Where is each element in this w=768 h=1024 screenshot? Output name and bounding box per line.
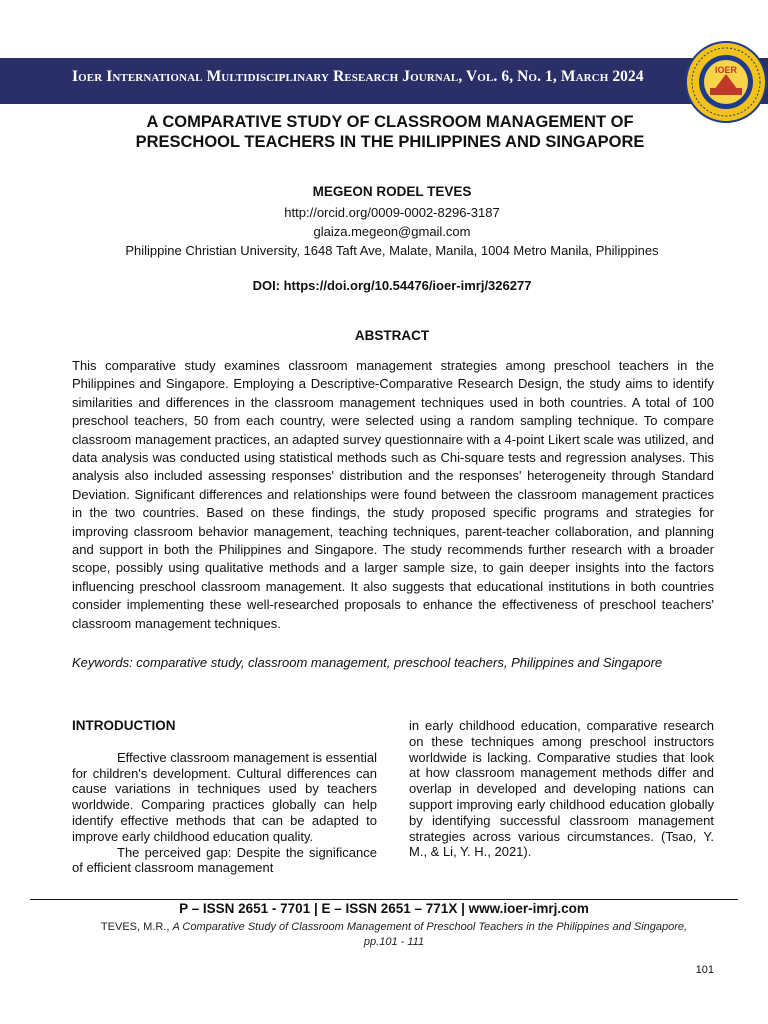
orcid-link[interactable]: http://orcid.org/0009-0002-8296-3187 <box>284 205 500 220</box>
paper-title <box>70 112 710 152</box>
footer-divider <box>30 899 738 900</box>
citation-pages: pp.101 - 111 <box>363 936 425 948</box>
abstract-text: This comparative study examines classroom management strategies among preschool teachers in the Philippines and Singapore. Employing a Descriptive-Comparative Research Design, the study aims to identify similarities and differences in the classroom management techniques used in both countries. A total of 100 preschool teachers, 50 from each country, were selected using a random sampling technique. To compare classroom management practices, an adapted survey questionnaire with a 4-point Likert scale was utilized, and data analysis was conducted using statistical methods such as Chi-square tests and regression analyses. This analysis also included assessing responses' distribution and the responses' heterogeneity through Standard Deviation. Significant differences and relationships were found between the classroom management practices in the two countries. Based on these findings, the study proposed specific programs and strategies for improving classroom behavior management, teaching techniques, parent-teacher collaboration, and planning and support in both the Philippines and Singapore. The study recommends further research with a broader scope, possibly using qualitative methods and a larger sample size, to gain deeper insights into the factors influencing preschool classroom management. It also suggests that educational institutions in both countries consider implementing these well-researched proposals to enhance the effectiveness of preschool teachers' classroom management techniques. <box>72 358 714 631</box>
journal-header-band <box>0 58 768 104</box>
citation-author: TEVES, M.R., <box>100 921 173 933</box>
logo-text: IOER <box>714 65 738 75</box>
paper-title-line1: A COMPARATIVE STUDY OF CLASSROOM MANAGEMENT OF <box>146 113 634 131</box>
author-name: MEGEON RODEL TEVES <box>312 184 472 199</box>
page-number: 101 <box>695 964 714 976</box>
keywords: Keywords: comparative study, classroom management, preschool teachers, Philippines and Singapore <box>72 655 663 670</box>
citation-title: A Comparative Study of Classroom Management of Preschool Teachers in the Philippines and Singapore, <box>172 921 688 933</box>
citation-line <box>64 920 724 950</box>
issn-line: P – ISSN 2651 - 7701 | E – ISSN 2651 – 771X | www.ioer-imrj.com <box>179 901 589 916</box>
author-email[interactable]: glaiza.megeon@gmail.com <box>313 224 471 239</box>
body-column-left <box>72 718 377 876</box>
abstract-heading: ABSTRACT <box>354 328 430 343</box>
introduction-heading: INTRODUCTION <box>72 718 176 733</box>
intro-paragraph-1: Effective classroom management is essential for children's development. Cultural differences can cause variations in techniques used by teachers worldwide. Comparing practices globally can help identify effective methods that can be adapted to improve early childhood education quality. <box>72 749 377 844</box>
intro-paragraph-2: The perceived gap: Despite the significance of efficient classroom management <box>72 844 377 876</box>
doi-link[interactable]: DOI: https://doi.org/10.54476/ioer-imrj/326277 <box>252 278 532 293</box>
author-block <box>70 182 714 260</box>
paper-title-line2: PRESCHOOL TEACHERS IN THE PHILIPPINES AND SINGAPORE <box>135 133 645 151</box>
intro-paragraph-2-continued: in early childhood education, comparative research on these techniques among preschool instructors worldwide is lacking. Comparative studies that look at how classroom management methods differ and overlap in developed and developing nations can support improving early childhood education globally by identifying successful classroom management strategies across various circumstances. (Tsao, Y. M., & Li, Y. H., 2021). <box>409 718 714 860</box>
body-column-right <box>409 718 714 860</box>
journal-title: Ioer International Multidisciplinary Research Journal, Vol. 6, No. 1, March 2024 <box>72 68 644 85</box>
author-affiliation: Philippine Christian University, 1648 Taft Ave, Malate, Manila, 1004 Metro Manila, Philippines <box>125 243 659 258</box>
